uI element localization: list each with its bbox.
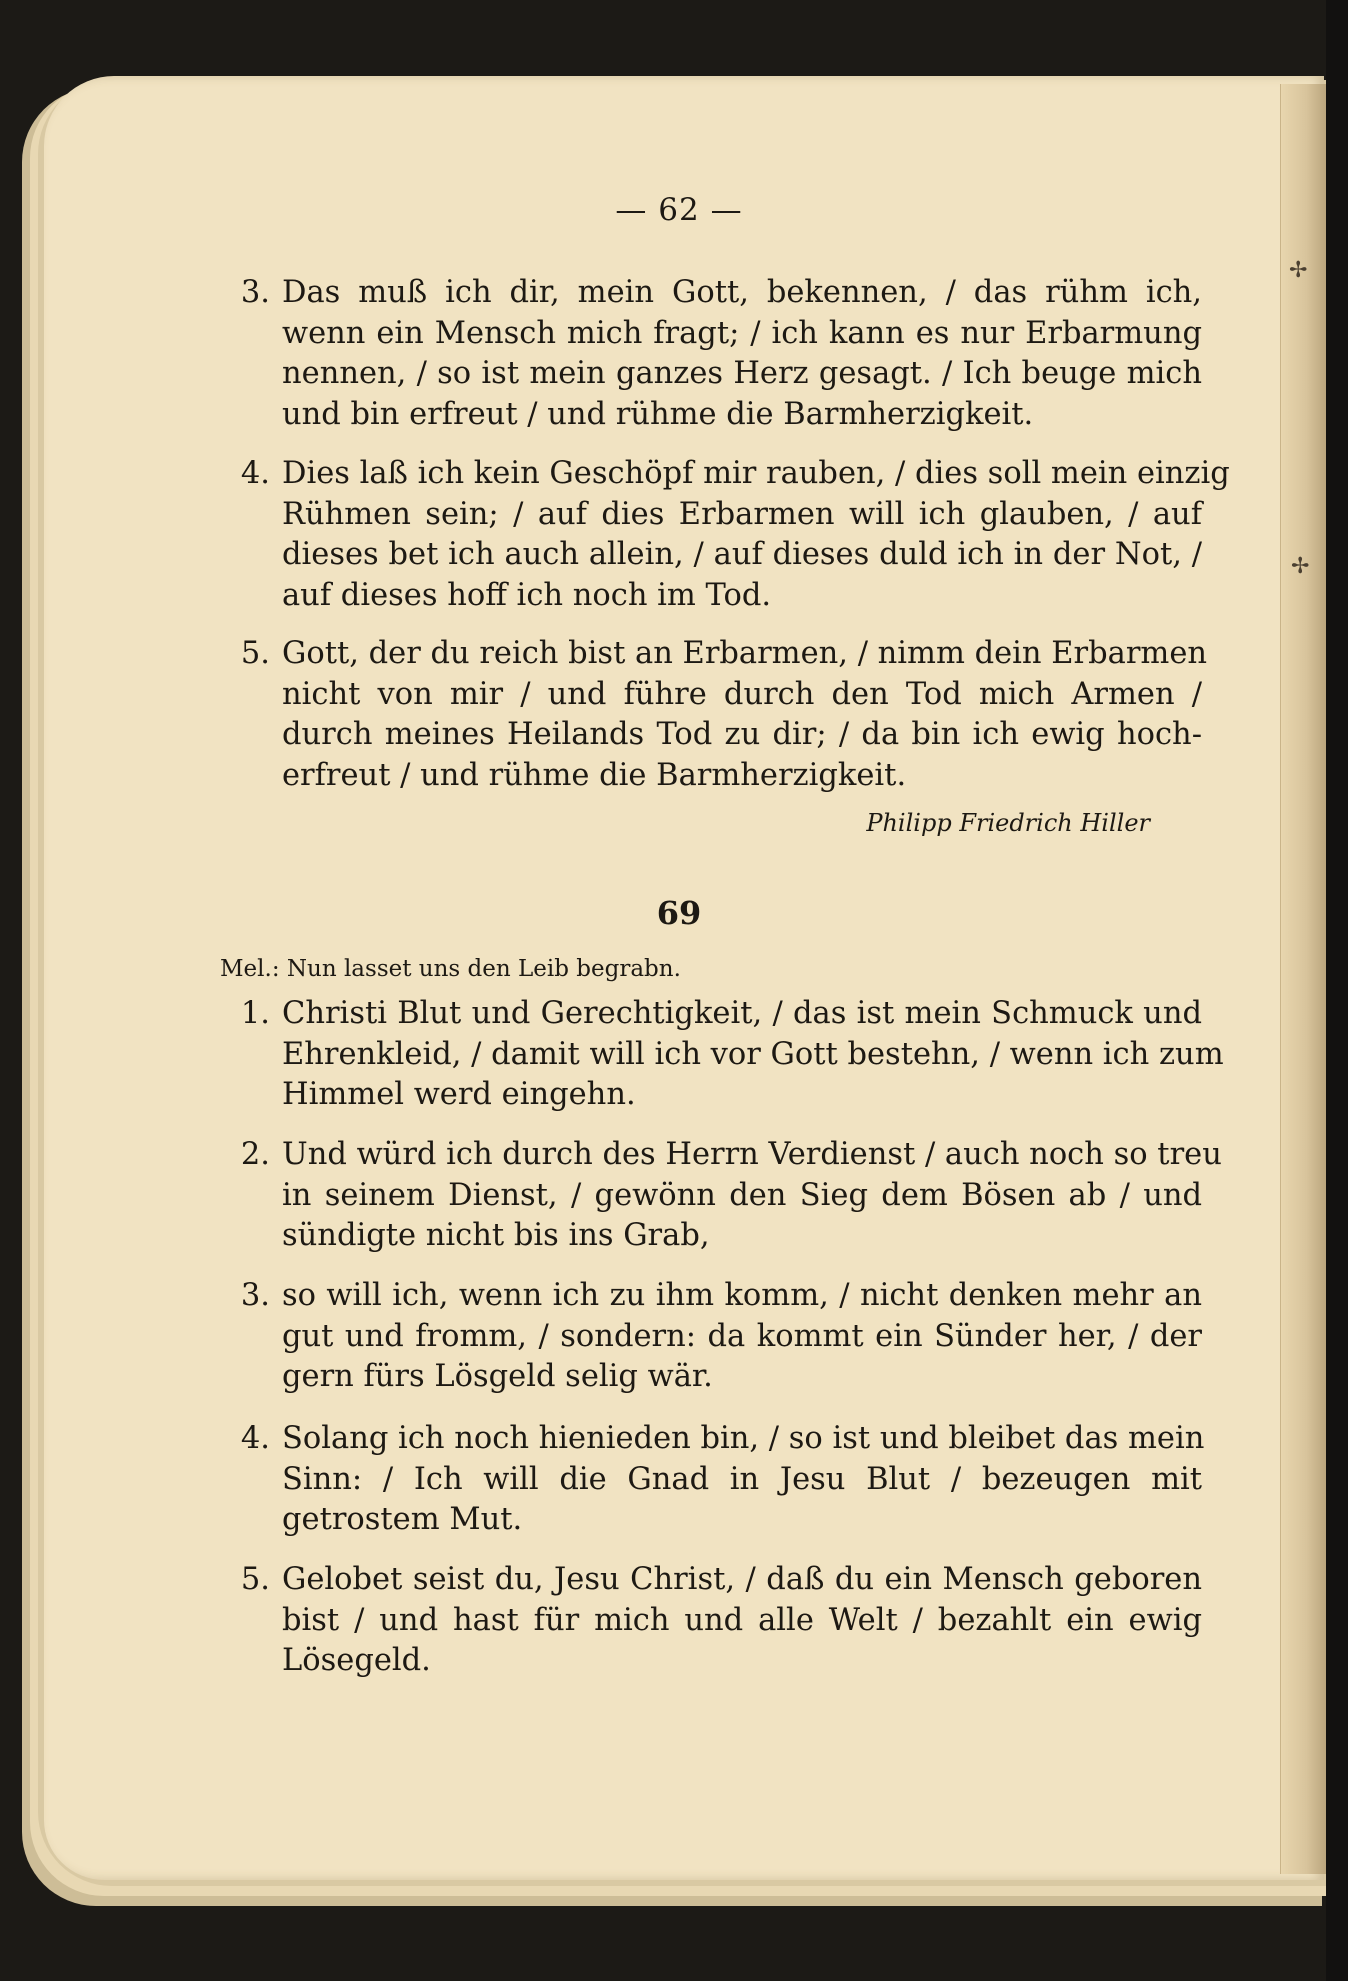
verse-number: 5. (240, 1562, 270, 1597)
verse-line: auf dieses hoff ich noch im Tod. (282, 577, 772, 613)
verse-number: 3. (240, 1278, 270, 1313)
verse-line: in seinem Dienst, / gewönn den Sieg dem Bösen ab / und (282, 1177, 1202, 1213)
edge-mark-icon: ✢ (1291, 554, 1310, 579)
melody-note: Mel.: Nun lasset uns den Leib begrabn. (220, 956, 681, 982)
verse-text (282, 1560, 1202, 1682)
verse-line: nennen, / so ist mein ganzes Herz gesagt. / Ich beuge mich (282, 356, 1202, 391)
verse-text (282, 994, 1224, 1116)
verse-line: Himmel werd eingehn. (282, 1077, 636, 1112)
verse-text (282, 273, 1202, 435)
verse-line: wenn ein Mensch mich fragt; / ich kann es nur Erbarmung (282, 315, 1202, 351)
verse-text (282, 1419, 1205, 1541)
verse-line: getrostem Mut. (282, 1502, 523, 1537)
verse-line: so will ich, wenn ich zu ihm komm, / nicht denken mehr an (282, 1278, 1202, 1313)
verse-line: dieses bet ich auch allein, / auf dieses duld ich in der Not, / (282, 537, 1202, 572)
verse-line: Rühmen sein; / auf dies Erbarmen will ich glauben, / auf (282, 496, 1202, 532)
verse-text (282, 454, 1230, 616)
verse-line: Und würd ich durch des Herrn Verdienst / auch noch so treu (282, 1137, 1222, 1172)
verse-number: 4. (240, 456, 270, 491)
paper-page (44, 76, 1324, 1880)
verse-number: 2. (240, 1137, 270, 1172)
verse-line: Gelobet seist du, Jesu Christ, / daß du ein Mensch geboren (282, 1562, 1202, 1597)
verse-line: nicht von mir / und führe durch den Tod mich Armen / (282, 676, 1202, 712)
verse-number: 3. (240, 275, 270, 310)
verse-number: 1. (240, 996, 270, 1031)
scan-background (1326, 0, 1348, 1981)
page-number: — 62 — (615, 192, 743, 228)
verse-line: und bin erfreut / und rühme die Barmherzigkeit. (282, 396, 1034, 432)
verse-line: Solang ich noch hienieden bin, / so ist und bleibet das mein (282, 1421, 1205, 1456)
verse-line: Ehrenkleid, / damit will ich vor Gott bestehn, / wenn ich zum (282, 1036, 1224, 1072)
book-gutter (1280, 84, 1327, 1874)
verse-line: Dies laß ich kein Geschöpf mir rauben, / dies soll mein einzig (282, 456, 1230, 491)
verse-line: Christi Blut und Gerechtigkeit, / das ist mein Schmuck und (282, 996, 1202, 1031)
edge-mark-icon: ✢ (1289, 258, 1308, 283)
page-content (44, 76, 1324, 1880)
verse-line: erfreut / und rühme die Barmherzigkeit. (282, 757, 907, 793)
hymn-author: Philipp Friedrich Hiller (866, 809, 1150, 837)
verse-line: Gott, der du reich bist an Erbarmen, / nimm dein Erbarmen (282, 636, 1208, 671)
verse-text (282, 1276, 1202, 1398)
verse-line: durch meines Heilands Tod zu dir; / da bin ich ewig hoch- (282, 717, 1202, 752)
verse-text (282, 634, 1208, 796)
verse-line: Lösegeld. (282, 1643, 431, 1678)
verse-line: Das muß ich dir, mein Gott, bekennen, / das rühm ich, (282, 275, 1202, 310)
verse-number: 4. (240, 1421, 270, 1456)
verse-line: Sinn: / Ich will die Gnad in Jesu Blut / bezeugen mit (282, 1461, 1202, 1497)
verse-number: 5. (240, 636, 270, 671)
hymn-number: 69 (656, 894, 702, 932)
verse-line: gern fürs Lösgeld selig wär. (282, 1359, 713, 1394)
verse-line: bist / und hast für mich und alle Welt / bezahlt ein ewig (282, 1602, 1202, 1638)
verse-line: gut und fromm, / sondern: da kommt ein Sünder her, / der (282, 1318, 1202, 1354)
verse-line: sündigte nicht bis ins Grab, (282, 1218, 710, 1253)
verse-text (282, 1135, 1222, 1257)
